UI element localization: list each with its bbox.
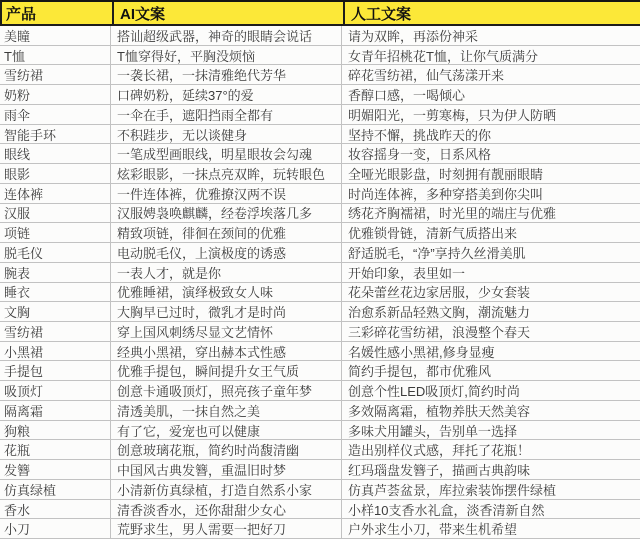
cell-human-copy: 妆容摇身一变，日系风格 bbox=[341, 144, 640, 163]
cell-ai-copy: 搭讪超级武器，神奇的眼睛会说话 bbox=[110, 26, 341, 45]
cell-product: 狗粮 bbox=[4, 423, 31, 439]
cell-ai-copy: 大胸早已过时，微乳才是时尚 bbox=[110, 302, 341, 321]
cell-ai-copy: 电动脱毛仪，上演极度的诱惑 bbox=[110, 243, 341, 262]
cell-human-copy: 多效隔离霜，植物养肤天然美容 bbox=[341, 401, 640, 420]
table-row bbox=[0, 519, 640, 539]
cell-product: 隔离霜 bbox=[4, 403, 44, 419]
cell-ai-copy: 有了它，爱宠也可以健康 bbox=[110, 421, 341, 440]
cell-human-copy: 造出别样仪式感，拜托了花瓶！ bbox=[341, 440, 640, 459]
cell-human-copy: 绣花齐胸襦裙，时光里的端庄与优雅 bbox=[341, 204, 640, 223]
table-row bbox=[0, 381, 640, 401]
cell-product: 手提包 bbox=[4, 364, 44, 380]
cell-ai-copy: 一表人才，就是你 bbox=[110, 263, 341, 282]
table-row bbox=[0, 283, 640, 303]
cell-product: 美瞳 bbox=[4, 28, 31, 44]
cell-product: 雪纺裙 bbox=[4, 68, 44, 84]
table-row bbox=[0, 342, 640, 362]
cell-human-copy: 碎花雪纺裙，仙气荡漾开来 bbox=[341, 65, 640, 84]
table-row bbox=[0, 302, 640, 322]
cell-ai-copy: 一件连体裤，优雅撩汉两不误 bbox=[110, 184, 341, 203]
cell-ai-copy: 不积跬步，无以谈健身 bbox=[110, 125, 341, 144]
cell-human-copy: 女青年招桃花T恤，让你气质满分 bbox=[341, 46, 640, 65]
cell-product: 吸顶灯 bbox=[4, 384, 44, 400]
table-row bbox=[0, 85, 640, 105]
cell-ai-copy: 清透美肌，一抹自然之美 bbox=[110, 401, 341, 420]
table-row bbox=[0, 421, 640, 441]
cell-product: 雪纺裙 bbox=[4, 324, 44, 340]
cell-ai-copy: 创意卡通吸顶灯，照亮孩子童年梦 bbox=[110, 381, 341, 400]
cell-ai-copy: 优雅手提包，瞬间提升女王气质 bbox=[110, 361, 341, 380]
table-row bbox=[0, 26, 640, 46]
cell-product: 仿真绿植 bbox=[4, 482, 57, 498]
cell-product: 小黑裙 bbox=[4, 344, 44, 360]
cell-ai-copy: 口碑奶粉，延续37°的爱 bbox=[110, 85, 341, 104]
table-row bbox=[0, 243, 640, 263]
cell-ai-copy: 优雅睡裙，演绎极致女人味 bbox=[110, 283, 341, 302]
cell-ai-copy: 一笔成型画眼线，明星眼妆会勾魂 bbox=[110, 144, 341, 163]
column-header-ai-copy: AI文案 bbox=[112, 2, 343, 24]
cell-human-copy: 请为双眸，再添份神采 bbox=[341, 26, 640, 45]
cell-ai-copy: 汉服娉袅唤麒麟，经卷浮埃落几多 bbox=[110, 204, 341, 223]
cell-human-copy: 户外求生小刀，带来生机希望 bbox=[341, 519, 640, 538]
table-row bbox=[0, 184, 640, 204]
table-row bbox=[0, 322, 640, 342]
cell-human-copy: 仿真芦荟盆景，库拉索装饰摆件绿植 bbox=[341, 480, 640, 499]
cell-human-copy: 优雅锁骨链，清新气质搭出来 bbox=[341, 223, 640, 242]
cell-ai-copy: 清香淡香水，还你甜甜少女心 bbox=[110, 500, 341, 519]
cell-human-copy: 舒适脱毛，“净”享持久丝滑美肌 bbox=[341, 243, 640, 262]
cell-human-copy: 红玛瑙盘发簪子，描画古典韵味 bbox=[341, 460, 640, 479]
cell-human-copy: 全哑光眼影盘，时刻拥有靓丽眼睛 bbox=[341, 164, 640, 183]
cell-product: 雨伞 bbox=[4, 107, 31, 123]
cell-human-copy: 名媛性感小黑裙,修身显瘦 bbox=[341, 342, 640, 361]
cell-product: 眼影 bbox=[4, 167, 31, 183]
cell-human-copy: 小样10支香水礼盒，淡香清新自然 bbox=[341, 500, 640, 519]
cell-product: 项链 bbox=[4, 226, 31, 242]
table-row bbox=[0, 440, 640, 460]
cell-ai-copy: 小清新仿真绿植，打造自然系小家 bbox=[110, 480, 341, 499]
table-row bbox=[0, 500, 640, 520]
cell-ai-copy: 创意玻璃花瓶，简约时尚馥清幽 bbox=[110, 440, 341, 459]
table-row bbox=[0, 480, 640, 500]
cell-ai-copy: 一袭长裙，一抹清雅绝代芳华 bbox=[110, 65, 341, 84]
cell-human-copy: 花朵蕾丝花边家居服，少女套装 bbox=[341, 283, 640, 302]
cell-product: 发簪 bbox=[4, 463, 31, 479]
cell-human-copy: 简约手提包，都市优雅风 bbox=[341, 361, 640, 380]
cell-human-copy: 明媚阳光，一剪寒梅，只为伊人防晒 bbox=[341, 105, 640, 124]
cell-ai-copy: 经典小黑裙，穿出赫本式性感 bbox=[110, 342, 341, 361]
table-row bbox=[0, 144, 640, 164]
cell-product: 睡衣 bbox=[4, 285, 31, 301]
cell-human-copy: 香醇口感，一喝倾心 bbox=[341, 85, 640, 104]
cell-product: 文胸 bbox=[4, 305, 31, 321]
cell-human-copy: 治愈系新品轻熟文胸，潮流魅力 bbox=[341, 302, 640, 321]
cell-ai-copy: 荒野求生，男人需要一把好刀 bbox=[110, 519, 341, 538]
table-header-row bbox=[0, 0, 640, 26]
cell-product: T恤 bbox=[4, 48, 25, 64]
cell-product: 腕表 bbox=[4, 265, 31, 281]
cell-ai-copy: T恤穿得好，平胸没烦恼 bbox=[110, 46, 341, 65]
cell-human-copy: 坚持不懈，挑战昨天的你 bbox=[341, 125, 640, 144]
cell-product: 眼线 bbox=[4, 147, 31, 163]
column-header-human-copy: 人工文案 bbox=[343, 2, 640, 24]
cell-ai-copy: 穿上国风刺绣尽显文艺情怀 bbox=[110, 322, 341, 341]
cell-ai-copy: 中国风古典发簪，重温旧时梦 bbox=[110, 460, 341, 479]
table-row bbox=[0, 65, 640, 85]
cell-product: 奶粉 bbox=[4, 88, 31, 104]
cell-product: 汉服 bbox=[4, 206, 31, 222]
cell-ai-copy: 炫彩眼影，一抹点亮双眸，玩转眼色 bbox=[110, 164, 341, 183]
table-row bbox=[0, 204, 640, 224]
table-body bbox=[0, 26, 640, 539]
table-row bbox=[0, 460, 640, 480]
cell-human-copy: 创意个性LED吸顶灯,简约时尚 bbox=[341, 381, 640, 400]
cell-ai-copy: 一伞在手，遮阳挡雨全都有 bbox=[110, 105, 341, 124]
cell-product: 小刀 bbox=[4, 522, 31, 538]
table-row bbox=[0, 105, 640, 125]
table-row bbox=[0, 401, 640, 421]
table-row bbox=[0, 223, 640, 243]
cell-human-copy: 多味犬用罐头，告别单一选择 bbox=[341, 421, 640, 440]
cell-ai-copy: 精致项链，徘徊在颈间的优雅 bbox=[110, 223, 341, 242]
table-row bbox=[0, 125, 640, 145]
table-row bbox=[0, 361, 640, 381]
table-row bbox=[0, 263, 640, 283]
cell-human-copy: 开始印象，表里如一 bbox=[341, 263, 640, 282]
cell-product: 脱毛仪 bbox=[4, 245, 44, 261]
column-header-product: 产品 bbox=[6, 5, 37, 23]
cell-product: 智能手环 bbox=[4, 127, 57, 143]
cell-human-copy: 三彩碎花雪纺裙，浪漫整个春天 bbox=[341, 322, 640, 341]
table-row bbox=[0, 164, 640, 184]
cell-product: 香水 bbox=[4, 502, 31, 518]
cell-human-copy: 时尚连体裤，多种穿搭美到你尖叫 bbox=[341, 184, 640, 203]
cell-product: 连体裤 bbox=[4, 186, 44, 202]
table-row bbox=[0, 46, 640, 66]
cell-product: 花瓶 bbox=[4, 443, 31, 459]
